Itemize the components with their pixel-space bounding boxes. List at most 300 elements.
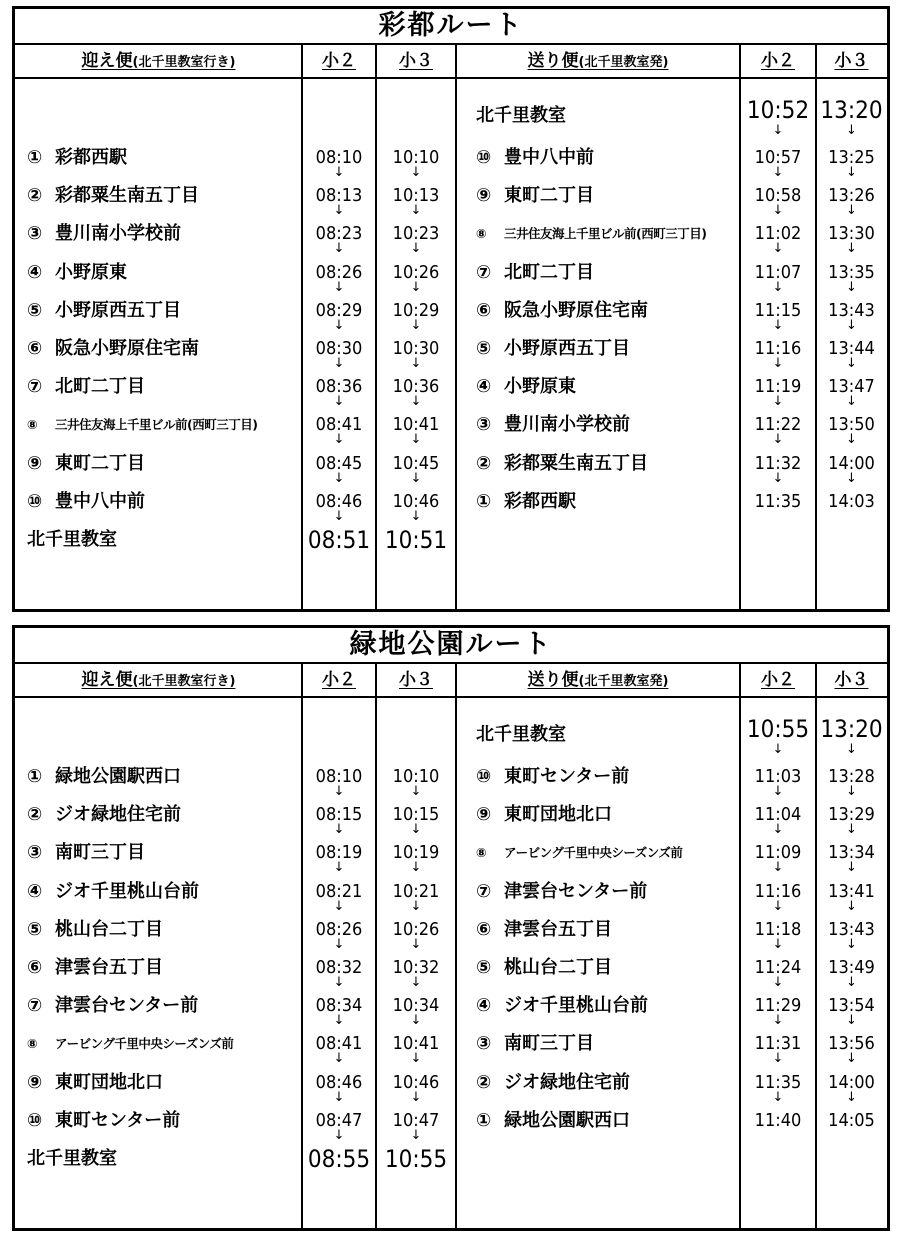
stop-number: ④ [27, 880, 43, 902]
pickup-time-grade3: 10:36 [392, 376, 440, 398]
stop-number: ⑥ [27, 957, 43, 978]
header-main: 小２ [761, 670, 795, 690]
down-arrow-icon: ↓ [846, 241, 857, 257]
stop-label: 南町三丁目 [55, 842, 145, 864]
down-arrow-icon: ↓ [846, 822, 857, 838]
down-arrow-icon: ↓ [333, 1127, 345, 1143]
down-arrow-icon: ↓ [772, 975, 784, 990]
grade2-header [740, 664, 816, 696]
stop-number: ⑨ [476, 804, 492, 826]
pickup-time-grade3: 10:46 [392, 1071, 440, 1093]
stop-name [476, 292, 648, 330]
pickup-time-grade3: 10:47 [392, 1109, 440, 1131]
route-title: 緑地公園ルート [15, 628, 887, 664]
stop-label: 津雲台五丁目 [55, 957, 163, 978]
down-arrow-icon: ↓ [772, 165, 784, 180]
stop-number: ③ [27, 223, 43, 245]
stop-name [476, 177, 594, 215]
down-arrow-icon: ↓ [410, 203, 422, 219]
stop-name [476, 834, 682, 872]
stop-name [27, 758, 181, 796]
stop-number: ⑨ [27, 1071, 43, 1093]
down-arrow-icon: ↓ [333, 1013, 345, 1029]
stop-label: 桃山台二丁目 [504, 957, 612, 978]
stop-label: 津雲台センター前 [55, 995, 199, 1017]
pickup-time-grade2: 08:13 [315, 185, 363, 207]
header-main: 小３ [399, 670, 433, 690]
dropoff-header [456, 664, 740, 696]
header-label [399, 51, 433, 71]
down-arrow-icon: ↓ [772, 356, 784, 371]
down-arrow-icon: ↓ [333, 279, 345, 295]
stop-label: 南町三丁目 [504, 1033, 594, 1055]
stop-number: ⑨ [476, 185, 492, 207]
dropoff-time-grade3: 13:25 [828, 147, 875, 168]
down-arrow-icon: ↓ [333, 860, 345, 876]
stop-number: ⑤ [476, 338, 492, 359]
stop-number: ① [476, 1109, 492, 1131]
pickup-arrival-grade2: 08:51 [307, 526, 371, 554]
stop-label: 東町団地北口 [504, 804, 612, 826]
stop-label: 阪急小野原住宅南 [504, 299, 648, 321]
timetable-grid [15, 664, 887, 1228]
grade3-header [816, 664, 887, 696]
header-label [761, 51, 795, 71]
stop-label: 北千里教室 [476, 724, 566, 745]
pickup-time-grade2: 08:30 [315, 338, 363, 359]
pickup-time-grade2: 08:47 [315, 1109, 363, 1131]
dropoff-time-grade2: 11:02 [754, 223, 802, 245]
down-arrow-icon: ↓ [410, 394, 422, 410]
dropoff-time-grade3: 13:43 [828, 299, 875, 321]
pickup-time-grade2: 08:29 [315, 299, 363, 321]
stop-label: 東町二丁目 [55, 452, 145, 474]
grade2-header [302, 45, 376, 77]
stop-label: 津雲台五丁目 [504, 918, 612, 940]
header-sub: (北千里教室行き) [132, 674, 236, 689]
stop-name [476, 949, 612, 987]
dropoff-time-grade3: 13:56 [828, 1033, 875, 1055]
down-arrow-icon: ↓ [410, 1089, 422, 1105]
stop-number: ⑤ [27, 918, 43, 940]
stop-name [27, 139, 127, 177]
pickup-time-grade2: 08:26 [315, 261, 363, 283]
route-title: 彩都ルート [15, 9, 887, 45]
down-arrow-icon: ↓ [846, 394, 857, 410]
dropoff-time-grade3: 14:03 [828, 490, 875, 512]
down-arrow-icon: ↓ [333, 975, 345, 990]
stop-name [476, 330, 630, 368]
dropoff-departure-grade2: 10:55 [746, 715, 810, 743]
pickup-arrival-grade2: 08:55 [307, 1145, 371, 1173]
stop-label: 東町団地北口 [55, 1071, 163, 1093]
down-arrow-icon: ↓ [846, 123, 857, 138]
pickup-time-grade2: 08:21 [315, 880, 363, 902]
down-arrow-icon: ↓ [333, 432, 345, 448]
stop-number: ⑦ [476, 261, 492, 283]
table-body [15, 698, 887, 1228]
down-arrow-icon: ↓ [410, 356, 422, 371]
stop-number: ⑩ [27, 1109, 43, 1131]
pickup-time-grade3: 10:34 [392, 995, 440, 1017]
dropoff-time-grade2: 11:35 [754, 490, 802, 512]
header-label [835, 670, 869, 690]
stop-label: ジオ緑地住宅前 [504, 1071, 630, 1093]
stop-name [27, 1064, 163, 1102]
stop-name [476, 873, 647, 911]
stop-name [476, 368, 576, 406]
down-arrow-icon: ↓ [333, 394, 345, 410]
dropoff-time-grade2: 10:58 [754, 185, 802, 207]
dropoff-departure-grade3: 13:20 [820, 715, 883, 743]
pickup-header [15, 664, 302, 696]
pickup-time-grade3: 10:32 [392, 957, 440, 978]
header-label [82, 51, 236, 71]
dropoff-time-grade3: 13:54 [828, 995, 875, 1017]
stop-label: 豊川南小学校前 [55, 223, 181, 245]
pickup-time-grade3: 10:41 [392, 1033, 440, 1055]
stop-name [476, 911, 612, 949]
down-arrow-icon: ↓ [846, 975, 857, 990]
stop-name [27, 1102, 180, 1140]
dropoff-departure-grade3: 13:20 [820, 96, 883, 124]
stop-name [476, 716, 566, 754]
stop-number: ③ [27, 842, 43, 864]
pickup-time-grade3: 10:13 [392, 185, 440, 207]
header-sub: (北千里教室発) [578, 674, 669, 689]
down-arrow-icon: ↓ [333, 1051, 345, 1067]
pickup-time-grade2: 08:23 [315, 223, 363, 245]
down-arrow-icon: ↓ [846, 279, 857, 295]
down-arrow-icon: ↓ [410, 470, 422, 486]
pickup-header [15, 45, 302, 77]
down-arrow-icon: ↓ [772, 936, 784, 952]
stop-name [476, 445, 648, 483]
pickup-arrival-grade3: 10:51 [384, 526, 448, 554]
dropoff-time-grade2: 11:15 [754, 299, 802, 321]
stop-number: ⑥ [476, 918, 492, 940]
down-arrow-icon: ↓ [772, 860, 784, 876]
down-arrow-icon: ↓ [846, 784, 857, 799]
down-arrow-icon: ↓ [333, 470, 345, 486]
down-arrow-icon: ↓ [846, 317, 857, 333]
stop-name [476, 758, 629, 796]
stop-label: ジオ千里桃山台前 [55, 880, 199, 902]
stop-label: 北町二丁目 [55, 376, 145, 398]
header-main: 小２ [322, 51, 356, 71]
dropoff-time-grade3: 14:00 [828, 1071, 875, 1093]
dropoff-time-grade2: 10:57 [754, 147, 802, 168]
header-main: 送り便 [527, 670, 579, 690]
stop-number: ② [476, 452, 492, 474]
down-arrow-icon: ↓ [410, 241, 422, 257]
down-arrow-icon: ↓ [333, 898, 345, 914]
dropoff-time-grade2: 11:40 [754, 1109, 802, 1131]
down-arrow-icon: ↓ [333, 241, 345, 257]
stop-name [476, 483, 576, 521]
down-arrow-icon: ↓ [772, 203, 784, 219]
stop-name [476, 97, 566, 135]
down-arrow-icon: ↓ [333, 317, 345, 333]
pickup-time-grade3: 10:23 [392, 223, 440, 245]
header-label [322, 51, 356, 71]
down-arrow-icon: ↓ [333, 784, 345, 799]
down-arrow-icon: ↓ [846, 898, 857, 914]
dropoff-departure-grade2: 10:52 [746, 96, 810, 124]
stop-name [476, 987, 648, 1025]
pickup-time-grade3: 10:15 [392, 804, 440, 826]
pickup-time-grade2: 08:41 [315, 414, 363, 436]
pickup-time-grade2: 08:34 [315, 995, 363, 1017]
stop-label: 北千里教室 [27, 1148, 117, 1169]
stop-name [476, 1025, 594, 1063]
down-arrow-icon: ↓ [772, 241, 784, 257]
stop-name [27, 1025, 233, 1063]
down-arrow-icon: ↓ [846, 1089, 857, 1105]
down-arrow-icon: ↓ [846, 860, 857, 876]
dropoff-time-grade2: 11:29 [754, 995, 802, 1017]
dropoff-time-grade3: 13:49 [828, 957, 875, 978]
stop-label: 小野原東 [504, 376, 576, 398]
stop-number: ① [27, 147, 43, 168]
stop-label: 彩都粟生南五丁目 [504, 452, 648, 474]
dropoff-time-grade3: 14:00 [828, 452, 875, 474]
stop-number: ② [27, 804, 43, 826]
down-arrow-icon: ↓ [333, 356, 345, 371]
stop-number: ② [27, 185, 43, 207]
down-arrow-icon: ↓ [410, 975, 422, 990]
down-arrow-icon: ↓ [772, 898, 784, 914]
dropoff-time-grade3: 13:29 [828, 804, 875, 826]
down-arrow-icon: ↓ [846, 1051, 857, 1067]
pickup-time-grade3: 10:41 [392, 414, 440, 436]
header-main: 小２ [322, 670, 356, 690]
dropoff-time-grade2: 11:03 [754, 766, 802, 787]
stop-label: 小野原東 [55, 261, 127, 283]
route-table-saito [12, 6, 890, 612]
table-body [15, 79, 887, 609]
stop-name [27, 215, 181, 253]
stop-name [27, 483, 145, 521]
stop-name [476, 1064, 630, 1102]
pickup-time-grade2: 08:45 [315, 452, 363, 474]
stop-label: 三井住友海上千里ビル前(西町三丁目) [504, 226, 707, 242]
route-table-ryokuchi [12, 625, 890, 1231]
stop-label: 緑地公園駅西口 [504, 1109, 630, 1131]
pickup-time-grade2: 08:36 [315, 376, 363, 398]
stop-label: 東町二丁目 [504, 185, 594, 207]
down-arrow-icon: ↓ [846, 165, 857, 180]
pickup-time-grade2: 08:10 [315, 147, 363, 168]
stop-label: 三井住友海上千里ビル前(西町三丁目) [55, 417, 258, 433]
stop-number: ④ [476, 376, 492, 398]
header-label [761, 670, 795, 690]
dropoff-time-grade2: 11:16 [754, 338, 802, 359]
down-arrow-icon: ↓ [772, 784, 784, 799]
stop-number: ② [476, 1071, 492, 1093]
grade3-header [376, 45, 456, 77]
down-arrow-icon: ↓ [772, 279, 784, 295]
grade3-header [816, 45, 887, 77]
stop-number: ⑧ [27, 417, 38, 433]
down-arrow-icon: ↓ [772, 822, 784, 838]
stop-name [27, 177, 199, 215]
pickup-time-grade3: 10:46 [392, 490, 440, 512]
header-main: 小３ [834, 670, 869, 690]
pickup-time-grade2: 08:46 [315, 490, 363, 512]
down-arrow-icon: ↓ [772, 394, 784, 410]
down-arrow-icon: ↓ [846, 936, 857, 952]
stop-number: ⑧ [476, 845, 487, 861]
stop-number: ① [27, 766, 43, 787]
stop-number: ⑨ [27, 452, 43, 474]
down-arrow-icon: ↓ [846, 742, 857, 757]
dropoff-time-grade3: 13:44 [828, 338, 875, 359]
down-arrow-icon: ↓ [410, 1051, 422, 1067]
dropoff-time-grade2: 11:07 [754, 261, 802, 283]
down-arrow-icon: ↓ [846, 203, 857, 219]
stop-label: 北町二丁目 [504, 261, 594, 283]
stop-name [27, 949, 163, 987]
stop-name [476, 215, 706, 253]
stop-name [476, 139, 594, 177]
stop-number: ⑦ [27, 995, 43, 1017]
dropoff-time-grade3: 13:34 [828, 842, 875, 864]
timetable-grid [15, 45, 887, 609]
header-sub: (北千里教室発) [578, 55, 669, 70]
down-arrow-icon: ↓ [410, 317, 422, 333]
stop-label: アービング千里中央シーズンズ前 [504, 845, 683, 861]
down-arrow-icon: ↓ [772, 1089, 784, 1105]
dropoff-time-grade3: 13:28 [828, 766, 875, 787]
stop-name [27, 987, 198, 1025]
pickup-time-grade3: 10:26 [392, 918, 440, 940]
pickup-time-grade3: 10:45 [392, 452, 440, 474]
down-arrow-icon: ↓ [333, 822, 345, 838]
dropoff-time-grade3: 13:35 [828, 261, 875, 283]
stop-name [27, 254, 127, 292]
stop-name [27, 406, 257, 444]
dropoff-time-grade3: 13:50 [828, 414, 875, 436]
stop-label: 東町センター前 [504, 766, 630, 787]
header-main: 小２ [761, 51, 795, 71]
dropoff-time-grade2: 11:31 [754, 1033, 802, 1055]
pickup-time-grade3: 10:10 [392, 766, 440, 787]
dropoff-time-grade2: 11:24 [754, 957, 802, 978]
pickup-time-grade2: 08:32 [315, 957, 363, 978]
stop-label: ジオ千里桃山台前 [504, 995, 648, 1017]
down-arrow-icon: ↓ [410, 936, 422, 952]
stop-number: ⑦ [27, 376, 43, 398]
stop-number: ① [476, 490, 492, 512]
stop-number: ③ [476, 1033, 492, 1055]
stop-label: 東町センター前 [55, 1109, 181, 1131]
pickup-time-grade2: 08:46 [315, 1071, 363, 1093]
header-label [82, 670, 236, 690]
down-arrow-icon: ↓ [846, 1013, 857, 1029]
header-label [528, 51, 669, 71]
dropoff-time-grade2: 11:04 [754, 804, 802, 826]
stop-number: ④ [27, 261, 43, 283]
down-arrow-icon: ↓ [410, 279, 422, 295]
stop-number: ⑧ [27, 1036, 38, 1052]
pickup-time-grade3: 10:26 [392, 261, 440, 283]
down-arrow-icon: ↓ [333, 203, 345, 219]
dropoff-time-grade3: 13:47 [828, 376, 875, 398]
down-arrow-icon: ↓ [772, 1013, 784, 1029]
stop-label: アービング千里中央シーズンズ前 [55, 1036, 234, 1052]
dropoff-time-grade2: 11:22 [754, 414, 802, 436]
pickup-time-grade3: 10:30 [392, 338, 440, 359]
dropoff-header [456, 45, 740, 77]
header-sub: (北千里教室行き) [132, 55, 236, 70]
pickup-time-grade2: 08:26 [315, 918, 363, 940]
grade3-header [376, 664, 456, 696]
stop-label: 彩都粟生南五丁目 [55, 185, 199, 207]
dropoff-time-grade3: 13:41 [828, 880, 875, 902]
down-arrow-icon: ↓ [410, 784, 422, 799]
down-arrow-icon: ↓ [846, 356, 857, 371]
stop-name [27, 330, 199, 368]
grade2-header [740, 45, 816, 77]
stop-label: 北千里教室 [27, 529, 117, 550]
header-main: 小３ [834, 51, 869, 71]
dropoff-time-grade2: 11:35 [754, 1071, 802, 1093]
down-arrow-icon: ↓ [410, 1127, 422, 1143]
stop-name [27, 873, 199, 911]
stop-number: ⑧ [476, 226, 487, 242]
down-arrow-icon: ↓ [772, 317, 784, 333]
stop-label: 桃山台二丁目 [55, 918, 163, 940]
dropoff-time-grade2: 11:18 [754, 918, 802, 940]
down-arrow-icon: ↓ [410, 860, 422, 876]
stop-label: 彩都西駅 [55, 147, 127, 168]
down-arrow-icon: ↓ [410, 898, 422, 914]
stop-name [27, 796, 181, 834]
pickup-arrival-grade3: 10:55 [384, 1145, 448, 1173]
down-arrow-icon: ↓ [846, 432, 857, 448]
stop-label: ジオ緑地住宅前 [55, 804, 181, 826]
header-label [528, 670, 669, 690]
down-arrow-icon: ↓ [333, 165, 345, 180]
pickup-time-grade3: 10:21 [392, 880, 440, 902]
down-arrow-icon: ↓ [846, 470, 857, 486]
pickup-time-grade2: 08:19 [315, 842, 363, 864]
stop-label: 豊川南小学校前 [504, 414, 630, 436]
down-arrow-icon: ↓ [772, 470, 784, 486]
stop-label: 北千里教室 [476, 105, 566, 126]
stop-number: ④ [476, 995, 492, 1017]
down-arrow-icon: ↓ [772, 742, 784, 757]
stop-number: ⑩ [476, 766, 492, 787]
stop-label: 豊中八中前 [55, 490, 145, 512]
dropoff-time-grade3: 13:30 [828, 223, 875, 245]
dropoff-time-grade3: 13:26 [828, 185, 875, 207]
down-arrow-icon: ↓ [333, 1089, 345, 1105]
stop-name [27, 368, 145, 406]
down-arrow-icon: ↓ [410, 822, 422, 838]
header-main: 迎え便 [81, 51, 133, 71]
stop-number: ⑩ [476, 147, 492, 168]
down-arrow-icon: ↓ [772, 1051, 784, 1067]
stop-number: ③ [476, 414, 492, 436]
dropoff-time-grade3: 14:05 [828, 1109, 875, 1131]
header-label [399, 670, 433, 690]
stop-name [27, 834, 145, 872]
stop-number: ⑩ [27, 490, 43, 512]
stop-name [27, 1140, 117, 1178]
stop-number: ⑥ [476, 299, 492, 321]
